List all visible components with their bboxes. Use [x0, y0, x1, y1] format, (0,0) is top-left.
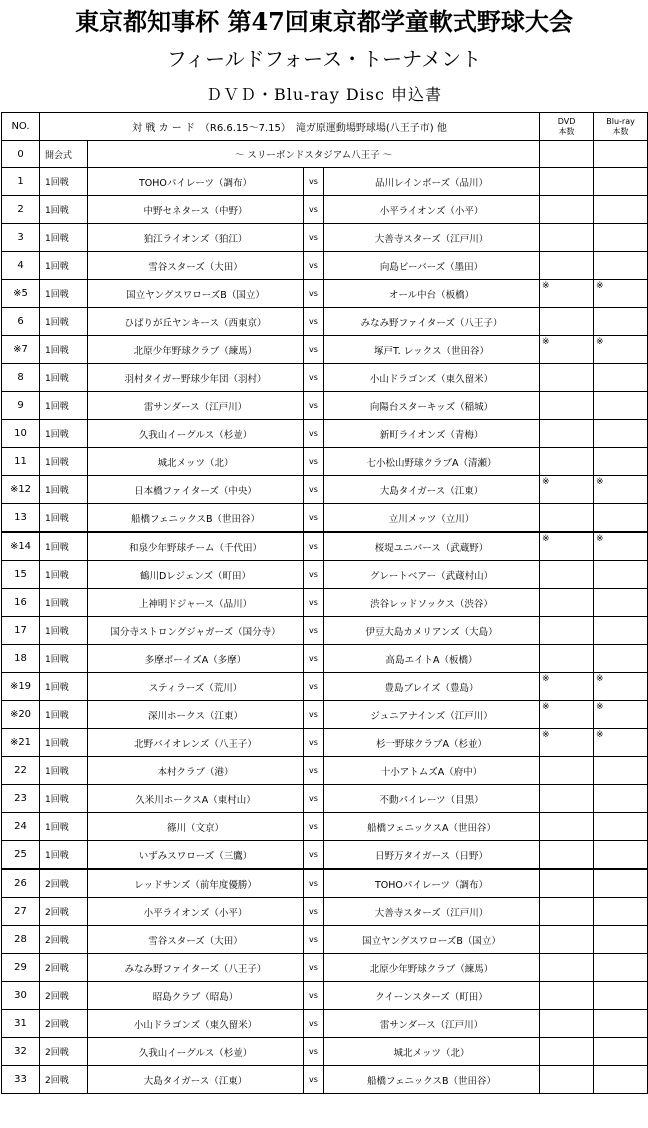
table-row [2, 476, 648, 504]
bluray-qty-cell[interactable] [594, 448, 648, 476]
home-team: TOHOパイレーツ（調布） [88, 168, 304, 196]
table-row [2, 561, 648, 589]
home-team: 小山ドラゴンズ（東久留米） [88, 1010, 304, 1038]
vs-label: vs [304, 448, 324, 476]
table-row [2, 589, 648, 617]
table-row [2, 504, 648, 533]
dvd-qty-cell[interactable] [540, 869, 594, 898]
match-no: ※19 [2, 673, 40, 701]
bluray-qty-cell[interactable]: ※ [594, 280, 648, 308]
home-team: 深川ホークス（江東） [88, 701, 304, 729]
header-no: NO. [2, 113, 40, 141]
home-team: 国立ヤングスワローズB（国立） [88, 280, 304, 308]
away-team: 国立ヤングスワローズB（国立） [324, 926, 540, 954]
dvd-qty-cell[interactable]: ※ [540, 336, 594, 364]
bluray-qty-cell[interactable] [594, 1010, 648, 1038]
match-round: 1回戦 [40, 364, 88, 392]
away-team: 不動パイレーツ（目黒） [324, 785, 540, 813]
opening-venue: ～ スリーボンドスタジアム八王子 ～ [88, 141, 540, 168]
bluray-qty-cell[interactable] [594, 504, 648, 533]
bluray-qty-cell[interactable]: ※ [594, 336, 648, 364]
bluray-qty-cell[interactable] [594, 954, 648, 982]
table-header-row [2, 113, 648, 141]
match-no: 30 [2, 982, 40, 1010]
vs-label: vs [304, 729, 324, 757]
page-title: 東京都知事杯 第47回東京都学童軟式野球大会 [75, 7, 573, 36]
header-bluray-line2: 本数 [612, 126, 629, 136]
away-team: グレートベアー（武蔵村山） [324, 561, 540, 589]
vs-label: vs [304, 673, 324, 701]
dvd-qty-cell[interactable] [540, 308, 594, 336]
away-team: 伊豆大島カメリアンズ（大島） [324, 617, 540, 645]
match-round: 1回戦 [40, 336, 88, 364]
vs-label: vs [304, 476, 324, 504]
header-bluray [594, 113, 648, 141]
vs-label: vs [304, 196, 324, 224]
home-team: スティラーズ（荒川） [88, 673, 304, 701]
dvd-qty-cell[interactable] [540, 1038, 594, 1066]
away-team: 渋谷レッドソックス（渋谷） [324, 589, 540, 617]
dvd-qty-cell[interactable]: ※ [540, 701, 594, 729]
opening-bluray-qty[interactable] [594, 141, 648, 168]
home-team: 上神明ドジャース（品川） [88, 589, 304, 617]
dvd-qty-cell[interactable] [540, 954, 594, 982]
bluray-qty-cell[interactable] [594, 841, 648, 870]
bluray-qty-cell[interactable] [594, 224, 648, 252]
match-round: 1回戦 [40, 729, 88, 757]
bluray-qty-cell[interactable] [594, 757, 648, 785]
match-round: 1回戦 [40, 420, 88, 448]
match-no: 24 [2, 813, 40, 841]
vs-label: vs [304, 1038, 324, 1066]
match-no: 28 [2, 926, 40, 954]
away-team: 大島タイガース（江東） [324, 476, 540, 504]
match-no: 8 [2, 364, 40, 392]
vs-label: vs [304, 785, 324, 813]
dvd-qty-cell[interactable] [540, 982, 594, 1010]
match-no: 11 [2, 448, 40, 476]
match-no: 32 [2, 1038, 40, 1066]
match-round: 2回戦 [40, 982, 88, 1010]
away-team: TOHOパイレーツ（調布） [324, 869, 540, 898]
header-dvd-line2: 本数 [558, 126, 575, 136]
bluray-qty-cell[interactable] [594, 561, 648, 589]
bluray-qty-cell[interactable] [594, 196, 648, 224]
away-team: 高島エイトA（板橋） [324, 645, 540, 673]
vs-label: vs [304, 561, 324, 589]
bluray-qty-cell[interactable] [594, 869, 648, 898]
vs-label: vs [304, 364, 324, 392]
home-team: ひばりが丘ヤンキース（西東京） [88, 308, 304, 336]
table-row [2, 1038, 648, 1066]
away-team: 立川メッツ（立川） [324, 504, 540, 533]
match-round: 2回戦 [40, 1010, 88, 1038]
away-team: 雷サンダース（江戸川） [324, 1010, 540, 1038]
away-team: 七小松山野球クラブA（清瀬） [324, 448, 540, 476]
match-no: 4 [2, 252, 40, 280]
home-team: 昭島クラブ（昭島） [88, 982, 304, 1010]
bluray-qty-cell[interactable] [594, 252, 648, 280]
match-no: 10 [2, 420, 40, 448]
table-row [2, 841, 648, 870]
match-round: 1回戦 [40, 701, 88, 729]
vs-label: vs [304, 813, 324, 841]
match-round: 2回戦 [40, 926, 88, 954]
dvd-qty-cell[interactable] [540, 617, 594, 645]
away-team: 小平ライオンズ（小平） [324, 196, 540, 224]
match-no: ※14 [2, 532, 40, 561]
home-team: 大島タイガース（江東） [88, 1066, 304, 1094]
home-team: 雪谷スターズ（大田） [88, 252, 304, 280]
match-round: 1回戦 [40, 532, 88, 561]
bluray-qty-cell[interactable] [594, 1066, 648, 1094]
match-round: 1回戦 [40, 561, 88, 589]
match-round: 1回戦 [40, 617, 88, 645]
dvd-qty-cell[interactable]: ※ [540, 673, 594, 701]
table-row [2, 392, 648, 420]
match-round: 2回戦 [40, 954, 88, 982]
table-row [2, 701, 648, 729]
match-no: 31 [2, 1010, 40, 1038]
table-row [2, 252, 648, 280]
vs-label: vs [304, 982, 324, 1010]
dvd-qty-cell[interactable] [540, 757, 594, 785]
dvd-qty-cell[interactable] [540, 364, 594, 392]
match-no: 3 [2, 224, 40, 252]
bluray-qty-cell[interactable] [594, 645, 648, 673]
match-no: 27 [2, 898, 40, 926]
vs-label: vs [304, 954, 324, 982]
dvd-qty-cell[interactable] [540, 448, 594, 476]
bluray-qty-cell[interactable]: ※ [594, 729, 648, 757]
match-no: ※12 [2, 476, 40, 504]
away-team: 向島ビーバーズ（墨田） [324, 252, 540, 280]
vs-label: vs [304, 308, 324, 336]
match-round: 1回戦 [40, 757, 88, 785]
vs-label: vs [304, 532, 324, 561]
table-row [2, 673, 648, 701]
table-row [2, 168, 648, 196]
dvd-qty-cell[interactable] [540, 841, 594, 870]
match-no: 29 [2, 954, 40, 982]
home-team: レッドサンズ（前年度優勝） [88, 869, 304, 898]
opening-round: 開会式 [40, 141, 88, 168]
match-no: 23 [2, 785, 40, 813]
home-team: 国分寺ストロングジャガーズ（国分寺） [88, 617, 304, 645]
dvd-qty-cell[interactable] [540, 1066, 594, 1094]
opening-dvd-qty[interactable] [540, 141, 594, 168]
table-row [2, 729, 648, 757]
header-bluray-line1: Blu-ray [606, 116, 635, 126]
dvd-qty-cell[interactable] [540, 392, 594, 420]
table-row [2, 813, 648, 841]
vs-label: vs [304, 869, 324, 898]
vs-label: vs [304, 224, 324, 252]
dvd-qty-cell[interactable] [540, 224, 594, 252]
match-round: 2回戦 [40, 1038, 88, 1066]
vs-label: vs [304, 926, 324, 954]
dvd-qty-cell[interactable]: ※ [540, 532, 594, 561]
match-round: 1回戦 [40, 589, 88, 617]
home-team: いずみスワローズ（三鷹） [88, 841, 304, 870]
match-no: 16 [2, 589, 40, 617]
table-row [2, 280, 648, 308]
match-no: 22 [2, 757, 40, 785]
match-no: ※7 [2, 336, 40, 364]
match-round: 1回戦 [40, 224, 88, 252]
away-team: クイーンスターズ（町田） [324, 982, 540, 1010]
table-row [2, 532, 648, 561]
away-team: 城北メッツ（北） [324, 1038, 540, 1066]
home-team: 船橋フェニックスB（世田谷） [88, 504, 304, 533]
match-round: 1回戦 [40, 280, 88, 308]
match-round: 2回戦 [40, 1066, 88, 1094]
dvd-qty-cell[interactable] [540, 785, 594, 813]
dvd-qty-cell[interactable] [540, 196, 594, 224]
home-team: 城北メッツ（北） [88, 448, 304, 476]
table-row [2, 336, 648, 364]
dvd-qty-cell[interactable] [540, 898, 594, 926]
table-row [2, 448, 648, 476]
dvd-qty-cell[interactable] [540, 926, 594, 954]
away-team: 品川レインボーズ（品川） [324, 168, 540, 196]
vs-label: vs [304, 757, 324, 785]
home-team: 本村クラブ（港） [88, 757, 304, 785]
away-team: 船橋フェニックスB（世田谷） [324, 1066, 540, 1094]
match-round: 1回戦 [40, 448, 88, 476]
table-row [2, 196, 648, 224]
table-row [2, 869, 648, 898]
table-row [2, 224, 648, 252]
match-no: 26 [2, 869, 40, 898]
vs-label: vs [304, 504, 324, 533]
vs-label: vs [304, 168, 324, 196]
dvd-qty-cell[interactable]: ※ [540, 280, 594, 308]
home-team: 羽村タイガー野球少年団（羽村） [88, 364, 304, 392]
opening-row [2, 141, 648, 168]
vs-label: vs [304, 589, 324, 617]
dvd-qty-cell[interactable]: ※ [540, 476, 594, 504]
header-card: 対 戦 カ ー ド （R6.6.15～7.15） 滝ガ原運動場野球場(八王子市) 他 [40, 113, 540, 141]
match-no: 15 [2, 561, 40, 589]
bluray-qty-cell[interactable]: ※ [594, 532, 648, 561]
match-round: 1回戦 [40, 476, 88, 504]
away-team: 向陽台スターキッズ（稲城） [324, 392, 540, 420]
match-no: 2 [2, 196, 40, 224]
match-round: 1回戦 [40, 504, 88, 533]
dvd-qty-cell[interactable] [540, 589, 594, 617]
match-round: 2回戦 [40, 869, 88, 898]
match-no: 25 [2, 841, 40, 870]
dvd-qty-cell[interactable] [540, 1010, 594, 1038]
away-team: みなみ野ファイターズ（八王子） [324, 308, 540, 336]
table-row [2, 898, 648, 926]
home-team: 篠川（文京） [88, 813, 304, 841]
table-row [2, 364, 648, 392]
match-no: ※20 [2, 701, 40, 729]
vs-label: vs [304, 392, 324, 420]
vs-label: vs [304, 280, 324, 308]
dvd-qty-cell[interactable] [540, 420, 594, 448]
bluray-qty-cell[interactable]: ※ [594, 673, 648, 701]
home-team: 狛江ライオンズ（狛江） [88, 224, 304, 252]
vs-label: vs [304, 1010, 324, 1038]
dvd-qty-cell[interactable]: ※ [540, 729, 594, 757]
table-row [2, 757, 648, 785]
match-no: 17 [2, 617, 40, 645]
vs-label: vs [304, 420, 324, 448]
bluray-qty-cell[interactable] [594, 617, 648, 645]
bluray-qty-cell[interactable] [594, 308, 648, 336]
home-team: みなみ野ファイターズ（八王子） [88, 954, 304, 982]
home-team: 雷サンダース（江戸川） [88, 392, 304, 420]
bluray-qty-cell[interactable] [594, 982, 648, 1010]
match-no: ※21 [2, 729, 40, 757]
vs-label: vs [304, 617, 324, 645]
match-no: ※5 [2, 280, 40, 308]
bluray-qty-cell[interactable]: ※ [594, 476, 648, 504]
home-team: 北原少年野球クラブ（練馬） [88, 336, 304, 364]
match-round: 1回戦 [40, 673, 88, 701]
match-no: 6 [2, 308, 40, 336]
bluray-qty-cell[interactable] [594, 364, 648, 392]
dvd-qty-cell[interactable] [540, 561, 594, 589]
vs-label: vs [304, 1066, 324, 1094]
table-row [2, 617, 648, 645]
match-round: 2回戦 [40, 898, 88, 926]
vs-label: vs [304, 336, 324, 364]
away-team: 日野万タイガース（日野） [324, 841, 540, 870]
match-round: 1回戦 [40, 168, 88, 196]
bluray-qty-cell[interactable] [594, 785, 648, 813]
away-team: 北原少年野球クラブ（練馬） [324, 954, 540, 982]
away-team: オール中台（板橋） [324, 280, 540, 308]
dvd-qty-cell[interactable] [540, 813, 594, 841]
match-round: 1回戦 [40, 645, 88, 673]
bluray-qty-cell[interactable] [594, 813, 648, 841]
away-team: ジュニアナインズ（江戸川） [324, 701, 540, 729]
home-team: 久我山イーグルス（杉並） [88, 420, 304, 448]
home-team: 和泉少年野球チーム（千代田） [88, 532, 304, 561]
table-row [2, 785, 648, 813]
table-row [2, 1010, 648, 1038]
away-team: 豊島ブレイズ（豊島） [324, 673, 540, 701]
opening-no: 0 [2, 141, 40, 168]
home-team: 小平ライオンズ（小平） [88, 898, 304, 926]
away-team: 船橋フェニックスA（世田谷） [324, 813, 540, 841]
bluray-qty-cell[interactable] [594, 420, 648, 448]
match-round: 1回戦 [40, 392, 88, 420]
page-subtitle: フィールドフォース・トーナメント [166, 47, 482, 71]
match-round: 1回戦 [40, 841, 88, 870]
match-no: 33 [2, 1066, 40, 1094]
away-team: 小山ドラゴンズ（東久留米） [324, 364, 540, 392]
table-row [2, 954, 648, 982]
home-team: 久米川ホークスA（東村山） [88, 785, 304, 813]
bluray-qty-cell[interactable]: ※ [594, 701, 648, 729]
bluray-qty-cell[interactable] [594, 926, 648, 954]
away-team: 大善寺スターズ（江戸川） [324, 898, 540, 926]
table-row [2, 982, 648, 1010]
table-row [2, 308, 648, 336]
home-team: 鶴川Dレジェンズ（町田） [88, 561, 304, 589]
away-team: 桜堤ユニバース（武蔵野） [324, 532, 540, 561]
away-team: 十小アトムズA（府中） [324, 757, 540, 785]
table-row [2, 1066, 648, 1094]
match-round: 1回戦 [40, 813, 88, 841]
dvd-qty-cell[interactable] [540, 252, 594, 280]
away-team: 大善寺スターズ（江戸川） [324, 224, 540, 252]
vs-label: vs [304, 252, 324, 280]
table-row [2, 645, 648, 673]
match-no: 9 [2, 392, 40, 420]
home-team: 中野セネタース（中野） [88, 196, 304, 224]
home-team: 日本橋ファイターズ（中央） [88, 476, 304, 504]
table-row [2, 420, 648, 448]
header-dvd [540, 113, 594, 141]
dvd-qty-cell[interactable] [540, 168, 594, 196]
bluray-qty-cell[interactable] [594, 589, 648, 617]
order-table [1, 112, 648, 1094]
home-team: 北野バイオレンズ（八王子） [88, 729, 304, 757]
bluray-qty-cell[interactable] [594, 392, 648, 420]
match-round: 1回戦 [40, 196, 88, 224]
home-team: 多摩ボーイズA（多摩） [88, 645, 304, 673]
dvd-qty-cell[interactable] [540, 504, 594, 533]
home-team: 久我山イーグルス（杉並） [88, 1038, 304, 1066]
bluray-qty-cell[interactable] [594, 1038, 648, 1066]
away-team: 新町ライオンズ（青梅） [324, 420, 540, 448]
vs-label: vs [304, 701, 324, 729]
header-dvd-line1: DVD [557, 116, 576, 126]
form-title: ＤＶＤ・Blu-ray Disc 申込書 [205, 85, 443, 104]
away-team: 塚戸T. レックス（世田谷） [324, 336, 540, 364]
vs-label: vs [304, 898, 324, 926]
away-team: 杉一野球クラブA（杉並） [324, 729, 540, 757]
table-row [2, 926, 648, 954]
match-round: 1回戦 [40, 252, 88, 280]
bluray-qty-cell[interactable] [594, 168, 648, 196]
home-team: 雪谷スターズ（大田） [88, 926, 304, 954]
bluray-qty-cell[interactable] [594, 898, 648, 926]
match-no: 13 [2, 504, 40, 533]
match-round: 1回戦 [40, 308, 88, 336]
vs-label: vs [304, 841, 324, 870]
dvd-qty-cell[interactable] [540, 645, 594, 673]
match-no: 18 [2, 645, 40, 673]
vs-label: vs [304, 645, 324, 673]
match-round: 1回戦 [40, 785, 88, 813]
match-no: 1 [2, 168, 40, 196]
